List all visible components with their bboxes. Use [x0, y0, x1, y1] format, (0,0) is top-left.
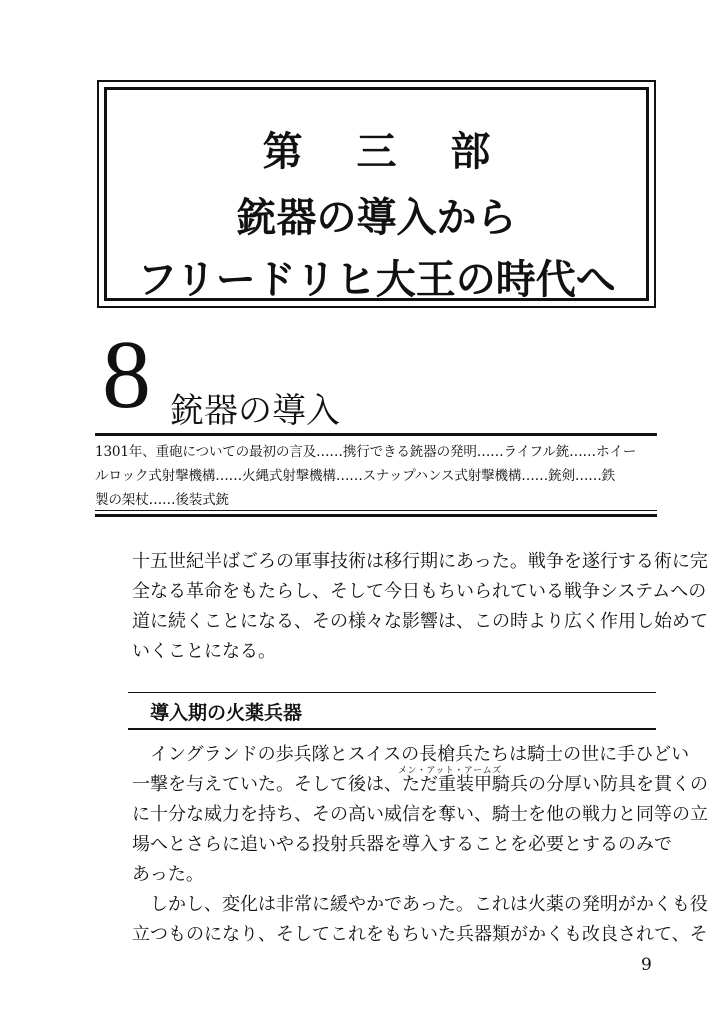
- chapter-number: 8: [102, 321, 151, 429]
- chapter-rule-bottom-thin: [95, 510, 657, 511]
- paragraph-line: 全なる革命をもたらし、そして今日もちいられている戦争システムへの: [132, 581, 707, 602]
- contents-line: 製の架杖……後装式銃: [95, 492, 229, 508]
- section-heading: 導入期の火薬兵器: [150, 702, 303, 724]
- chapter-title: 銃器の導入: [170, 391, 340, 431]
- page-number: 9: [641, 955, 652, 975]
- contents-line: ルロック式射撃機構……火縄式射撃機構……スナップハンス式射撃機構……銃剣……鉄: [95, 468, 616, 484]
- part-label: 第 三 部: [262, 128, 511, 175]
- section-rule-top: [128, 692, 656, 693]
- part-title-inner-frame: [104, 87, 649, 301]
- part-title-box: [97, 80, 656, 308]
- paragraph-line: 立つものになり、そしてこれをもちいた兵器類がかくも改良されて、そ: [132, 924, 708, 945]
- paragraph-line: 一撃を与えていた。そして後は、ただ重装甲騎兵の分厚い防具を貫くの: [132, 774, 708, 795]
- paragraph-line: 道に続くことになる、その様々な影響は、この時より広く作用し始めて: [132, 611, 708, 632]
- paragraph-line: しかし、変化は非常に緩やかであった。これは火薬の発明がかくも役: [150, 894, 708, 915]
- section-body: [132, 740, 708, 950]
- contents-line: 1301年、重砲についての最初の言及……携行できる銃器の発明……ライフル銃……ホイー: [95, 444, 637, 460]
- paragraph-line: 場へとさらに追いやる投射兵器を導入することを必要とするのみで: [132, 834, 672, 855]
- part-title-line-1: 銃器の導入から: [236, 194, 517, 241]
- paragraph-line: イングランドの歩兵隊とスイスの長槍兵たちは騎士の世に手ひどい: [150, 744, 690, 765]
- chapter-rule-top: [95, 433, 657, 436]
- paragraph-line: に十分な威力を持ち、その高い威信を奪い、騎士を他の戦力と同等の立: [132, 804, 708, 825]
- ruby-annotation: メン・アット・アームズ: [398, 766, 502, 776]
- paragraph-line: あった。: [132, 864, 204, 885]
- paragraph-line: 十五世紀半ばごろの軍事技術は移行期にあった。戦争を遂行する術に完: [132, 551, 708, 572]
- chapter-rule-bottom-thick: [95, 514, 657, 517]
- part-title-line-2: フリードリヒ大王の時代へ: [137, 256, 616, 303]
- paragraph-line: いくことになる。: [132, 641, 276, 662]
- section-rule-bottom: [128, 728, 656, 730]
- chapter-contents-summary: [95, 440, 657, 512]
- intro-paragraph: [132, 547, 708, 667]
